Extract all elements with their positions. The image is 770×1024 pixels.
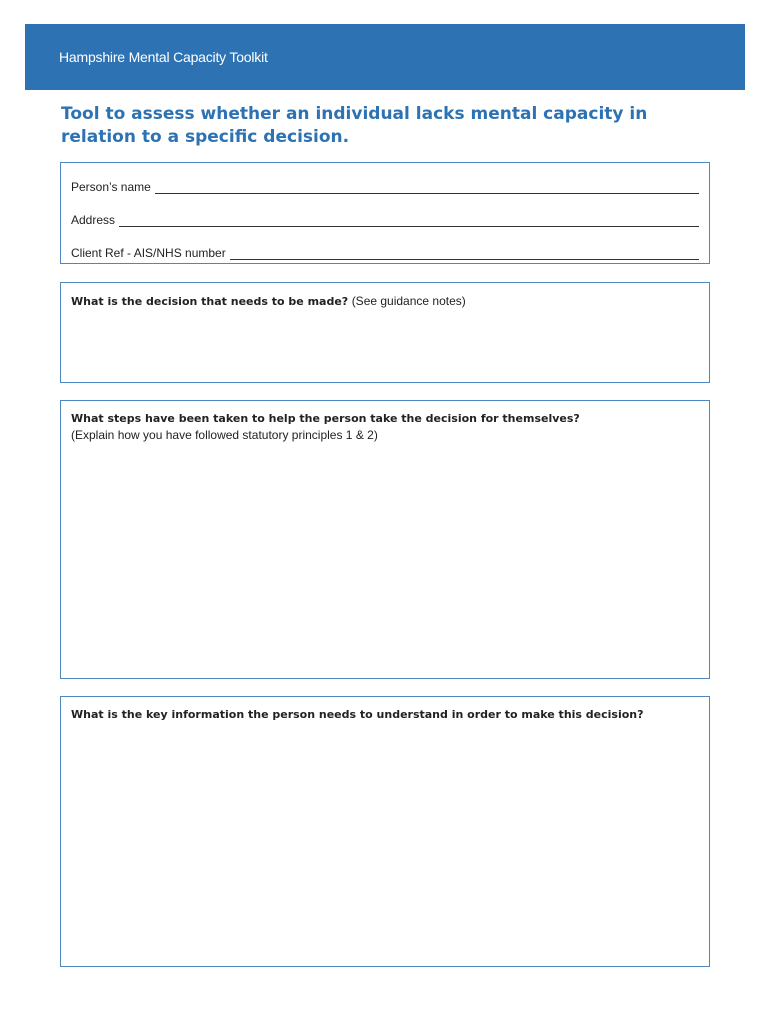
- key-info-question: What is the key information the person needs to understand in order to make this decision?: [71, 708, 644, 721]
- decision-question: What is the decision that needs to be made?: [71, 295, 349, 308]
- header-title: Hampshire Mental Capacity Toolkit: [59, 49, 268, 65]
- client-ref-label: Client Ref - AIS/NHS number: [71, 246, 226, 260]
- person-name-label: Person’s name: [71, 180, 151, 194]
- decision-note: (See guidance notes): [351, 294, 466, 308]
- steps-note: (Explain how you have followed statutory principles 1 & 2): [71, 428, 378, 442]
- client-ref-field[interactable]: [230, 247, 699, 260]
- key-info-prompt: [71, 707, 699, 723]
- header-band: [25, 24, 745, 90]
- address-label: Address: [71, 213, 116, 227]
- address-row: [71, 211, 699, 227]
- decision-box[interactable]: [60, 282, 710, 383]
- steps-prompt: [71, 411, 699, 443]
- address-field[interactable]: [119, 214, 699, 227]
- steps-box[interactable]: [60, 400, 710, 679]
- person-details-box: [60, 162, 710, 264]
- steps-question: What steps have been taken to help the person take the decision for themselves?: [71, 412, 580, 425]
- person-name-field[interactable]: [155, 181, 699, 194]
- key-info-box[interactable]: [60, 696, 710, 967]
- person-name-row: [71, 178, 699, 194]
- decision-prompt: [71, 293, 699, 310]
- document-title: Tool to assess whether an individual lacks mental capacity in relation to a specific decision.: [61, 104, 648, 147]
- client-ref-row: [71, 244, 699, 260]
